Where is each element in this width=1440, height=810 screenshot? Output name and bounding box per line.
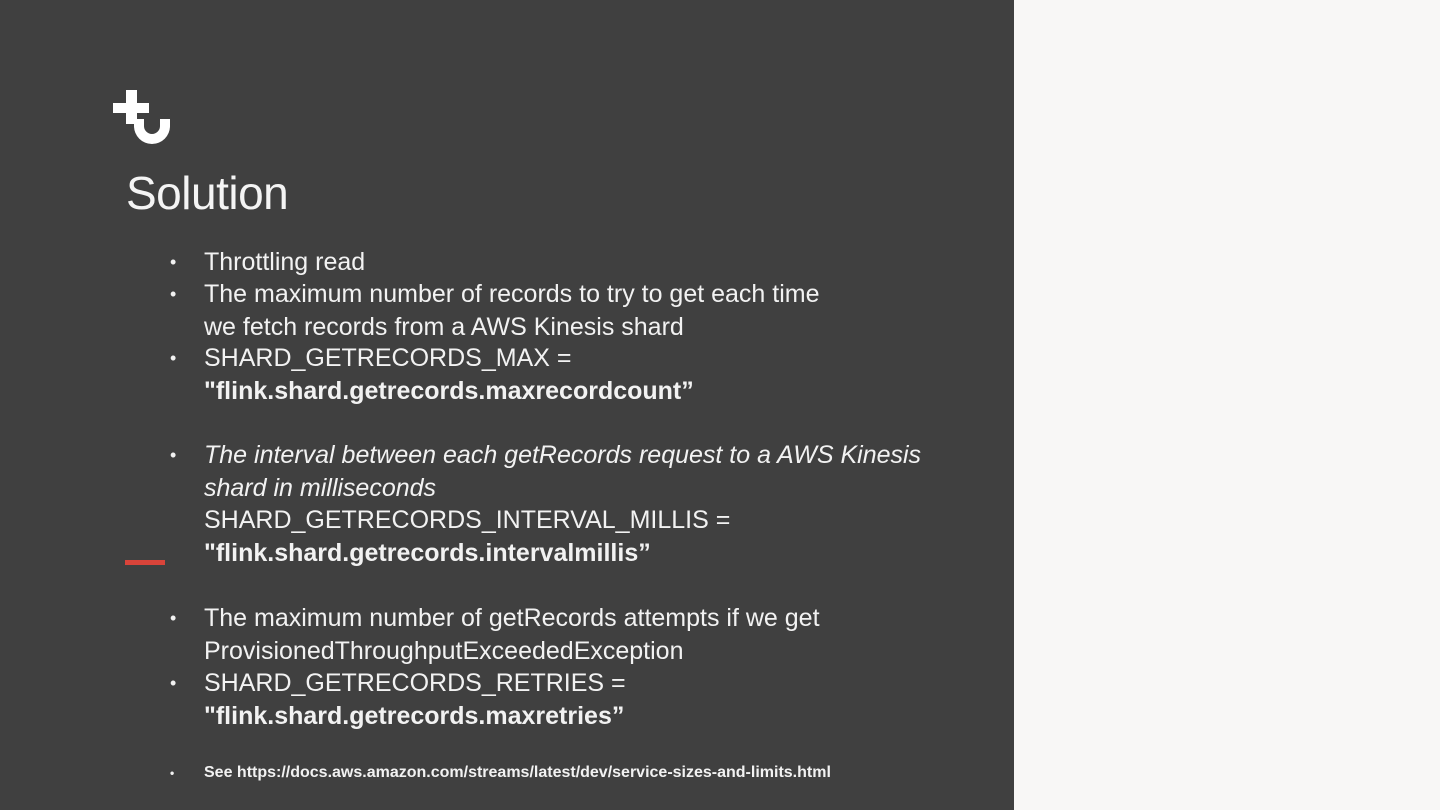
slide-title: Solution: [126, 167, 289, 219]
bullet-dot: •: [170, 348, 177, 368]
brand-logo-icon: [113, 90, 175, 152]
config-key: "flink.shard.getrecords.intervalmillis”: [204, 538, 651, 567]
config-key: "flink.shard.getrecords.maxrecordcount”: [204, 376, 694, 405]
bullet-line: Throttling read: [204, 248, 366, 276]
bullet-line: SHARD_GETRECORDS_RETRIES =: [204, 669, 626, 697]
bullet-line: ProvisionedThroughputExceededException: [204, 636, 684, 665]
bullet-line: The maximum number of getRecords attempts if we get: [204, 604, 820, 632]
bullet-dot: •: [170, 673, 177, 693]
blank-panel: [1014, 0, 1440, 810]
bullet-line: The interval between each getRecords request to a AWS Kinesis: [204, 441, 922, 469]
bullet-line: SHARD_GETRECORDS_MAX =: [204, 344, 572, 372]
config-key: "flink.shard.getrecords.maxretries”: [204, 701, 625, 730]
bullet-line: The maximum number of records to try to get each time: [204, 280, 820, 308]
accent-line: [125, 560, 165, 565]
bullet-dot: •: [170, 766, 175, 780]
bullet-dot: •: [170, 608, 177, 628]
bullet-dot: •: [170, 445, 177, 465]
bullet-line: SHARD_GETRECORDS_INTERVAL_MILLIS =: [204, 506, 731, 534]
bullet-line: shard in milliseconds: [204, 473, 437, 502]
bullet-dot: •: [170, 252, 177, 272]
bullet-line: we fetch records from a AWS Kinesis shard: [204, 312, 684, 341]
reference-link[interactable]: See https://docs.aws.amazon.com/streams/latest/dev/service-sizes-and-limits.html: [204, 764, 831, 781]
bullet-dot: •: [170, 284, 177, 304]
